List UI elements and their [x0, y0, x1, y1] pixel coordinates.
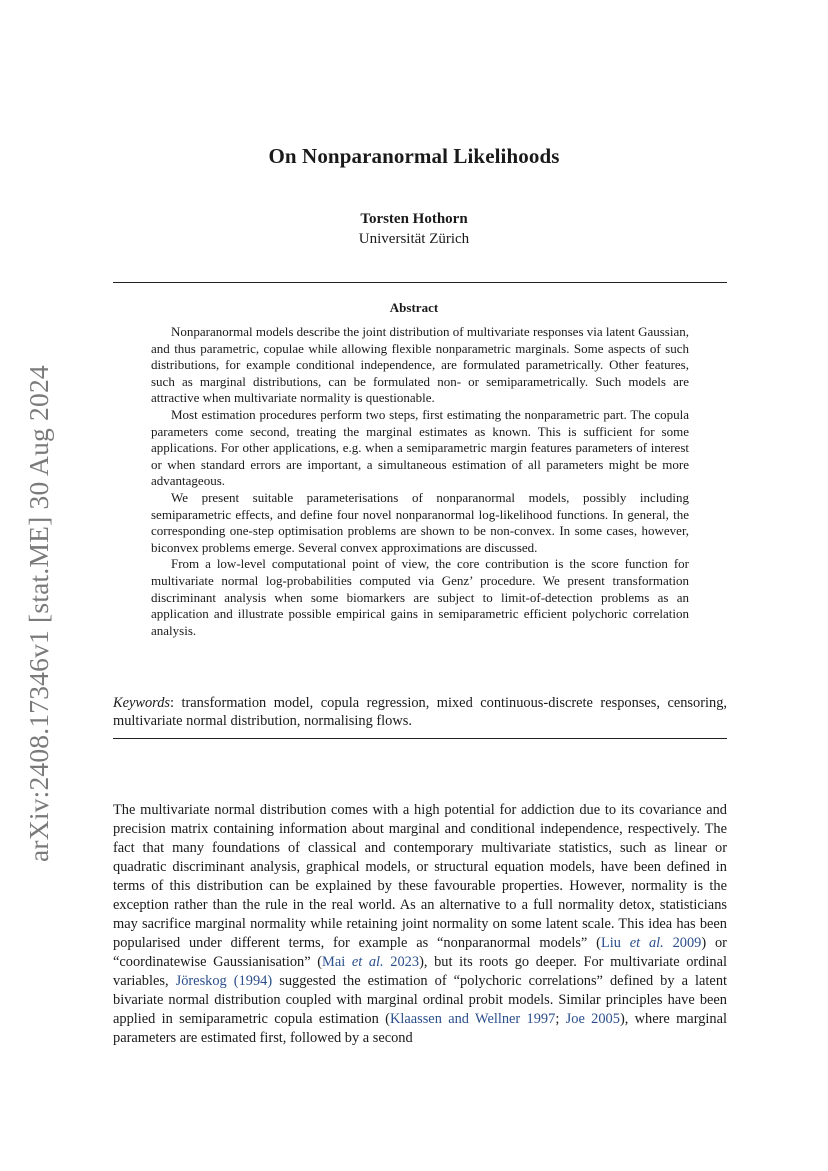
abstract-heading: Abstract: [389, 300, 439, 315]
top-rule: [113, 282, 727, 283]
body-text-segment: ) or “coordinatewise Gaussianisation” (: [113, 935, 727, 970]
author-name: Torsten Hothorn: [360, 211, 468, 227]
keywords-block: [113, 694, 727, 731]
citation-link-joreskog[interactable]: Jöreskog (1994): [175, 973, 273, 989]
citation-etal: et al.: [629, 935, 664, 951]
introduction-body: [113, 801, 727, 1048]
body-text-segment: The multivariate normal distribution comes with a high potential for addiction due to its covariance and precision matrix containing information about marginal and conditional independence, respectively. The fact that many foundations of classical and contemporary multivariate statistics, such as linear or quadratic discriminant analysis, graphical models, or structural equation models, have been defined in terms of this distribution can be explained by these favourable properties. However, normality is the exception rather than the rule in the real world. As an alternative to a full normality detox, statisticians may sacrifice marginal normality while retaining joint normality on some latent scale. This idea has been popularised under different terms, for example as “nonparanormal models” (: [113, 802, 727, 951]
citation-year: 2023: [383, 954, 420, 970]
body-paragraph: [113, 801, 727, 1048]
citation-year: 2009: [663, 935, 702, 951]
citation-text: Mai: [322, 954, 352, 970]
abstract-paragraph: Most estimation procedures perform two steps, first estimating the nonparametric part. The copula parameters come second, treating the marginal estimates as known. This is sufficient for some applications. For other applications, e.g. when a semiparametric margin features parameters of interest or when standard errors are important, a simultaneous estimation of all parameters might be more advantageous.: [151, 406, 689, 489]
keywords-label: Keywords: [113, 695, 171, 711]
abstract-paragraph: From a low-level computational point of view, the core contribution is the score function for multivariate normal log-probabilities computed via Genz’ procedure. We present transformation discriminant analysis when some biomarkers are subject to limit-of-detection problems as an application and illustrate possible empirical gains in semiparametric efficient polychoric correlation analysis.: [151, 556, 689, 638]
body-text-segment: ), but its roots go deeper. For multivariate ordinal variables,: [113, 954, 727, 989]
abstract-paragraph: We present suitable parameterisations of nonparanormal models, possibly including semiparametric effects, and define four novel nonparanormal log-likelihood functions. In general, the corresponding one-step optimisation problems are shown to be non-convex. In some cases, however, biconvex problems emerge. Several convex approximations are discussed.: [151, 489, 689, 555]
paper-title: On Nonparanormal Likelihoods: [268, 144, 560, 168]
bottom-rule: [113, 738, 727, 739]
citation-link-mai[interactable]: [322, 954, 419, 970]
citation-etal: et al.: [351, 954, 384, 970]
citation-link-joe[interactable]: Joe 2005: [565, 1011, 620, 1027]
abstract-body: [151, 324, 689, 639]
citation-link-liu[interactable]: [601, 935, 701, 951]
body-text-segment: suggested the estimation of “polychoric correlations” defined by a latent bivariate normal distribution coupled with marginal ordinal probit models. Similar principles have been applied in semiparametric copula estimation (: [113, 973, 728, 1027]
abstract-paragraph: Nonparanormal models describe the joint distribution of multivariate responses via latent Gaussian, and thus parametric, copulae while allowing flexible nonparametric marginals. Some aspects of such distributions, for example conditional independence, are formulated parametrically. Other features, such as marginal distributions, can be formulated non- or semiparametrically. Such models are attractive when multivariate normality is questionable.: [151, 324, 689, 406]
citation-link-klaassen[interactable]: Klaassen and Wellner 1997: [389, 1011, 556, 1027]
citation-text: Liu: [600, 935, 630, 951]
body-text-segment: ;: [555, 1011, 566, 1027]
keywords-text: : transformation model, copula regression, mixed continuous-discrete responses, censoring, multivariate normal distribution, normalising flows.: [113, 695, 727, 730]
arxiv-identifier-stamp: arXiv:2408.17346v1 [stat.ME] 30 Aug 2024: [23, 365, 54, 862]
body-text-segment: ), where marginal parameters are estimated first, followed by a second: [113, 1011, 727, 1046]
author-affiliation: Universität Zürich: [358, 231, 470, 247]
